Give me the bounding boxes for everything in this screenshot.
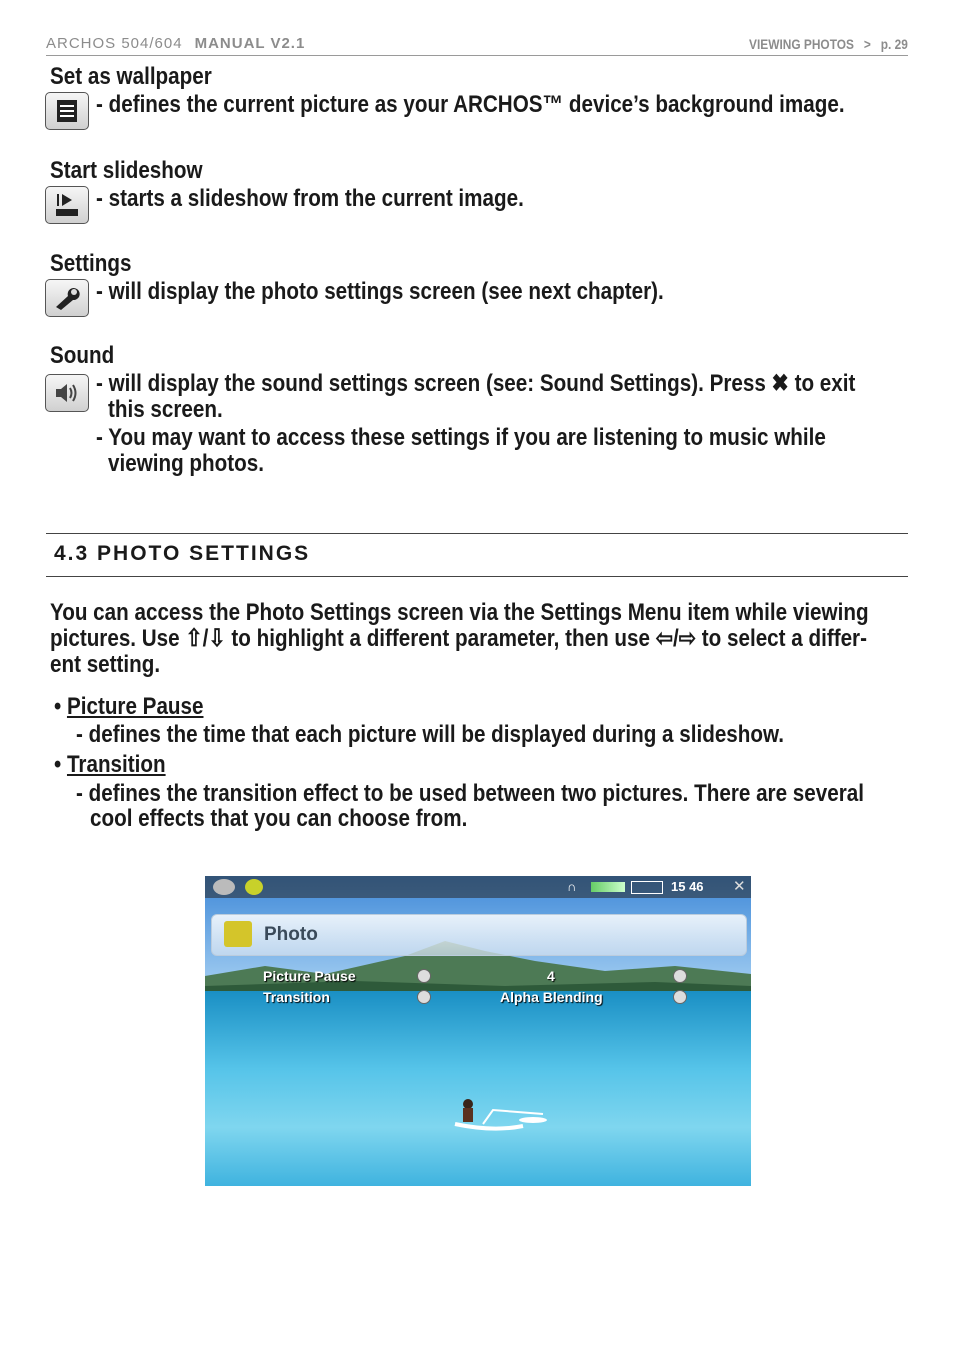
sea-background [205,991,751,1186]
manual-version: MANUAL V2.1 [194,35,306,52]
item-description: - defines the current picture as your ARCHOS™ device’s background image. [96,91,845,118]
item-heading: Set as wallpaper [50,63,212,90]
arrow-left-icon[interactable] [417,969,431,983]
page-number: p. 29 [880,36,908,52]
status-bar [205,876,751,898]
item-description-cont: this screen. [108,396,223,423]
intro-paragraph [50,600,905,678]
clock: 15 46 [671,879,704,894]
speaker-icon [45,374,89,412]
intro-line: You can access the Photo Settings screen via the Settings Menu item while viewing [50,599,869,626]
volume-icon [591,882,625,892]
intro-line: ent setting. [50,651,161,678]
setting-value: Alpha Blending [500,989,603,1005]
item-set-as-wallpaper [50,62,845,118]
menu-title-bar [211,914,747,956]
settings-icon[interactable] [245,879,263,895]
item-description: - starts a slideshow from the current image. [96,185,524,212]
slideshow-icon [45,186,89,224]
bullet-description: - defines the time that each picture will be displayed during a slideshow. [76,721,785,748]
intro-line: pictures. Use ⇧/⇩ to highlight a different parameter, then use ⇦/⇨ to select a differ- [50,625,867,652]
photo-settings-screenshot [205,876,751,1186]
close-icon[interactable]: ✕ [733,878,746,895]
bullet-title: Picture Pause [66,693,204,720]
setting-label[interactable]: Transition [263,989,330,1005]
back-icon[interactable] [213,879,235,895]
breadcrumb [749,36,908,52]
bullet-title: Transition [66,751,166,778]
page-header [46,33,908,56]
bullet-transition: • Transition [54,751,166,778]
item-heading: Start slideshow [50,157,203,184]
battery-icon [631,881,663,894]
photo-icon [224,921,252,947]
arrow-left-icon[interactable] [417,990,431,1004]
item-description: - will display the sound settings screen (see: Sound Settings). Press ✖ to exit [96,370,856,397]
item-settings [50,249,664,305]
bullet-picture-pause: • Picture Pause [54,693,204,720]
item-description: - You may want to access these settings if you are listening to music while [96,424,826,451]
item-start-slideshow [50,156,524,212]
bullet-description-cont: cool effects that you can choose from. [90,805,468,832]
section-title [46,533,908,577]
arrow-right-icon[interactable] [673,969,687,983]
arrow-right-icon[interactable] [673,990,687,1004]
menu-title: Photo [264,924,318,945]
item-heading: Settings [50,250,132,277]
breadcrumb-section: VIEWING PHOTOS [749,36,855,52]
wrench-icon [45,279,89,317]
bullet-description: - defines the transition effect to be used between two pictures. There are several [76,780,864,807]
headphone-icon: ∩ [567,879,577,894]
wallpaper-icon [45,92,89,130]
setting-value: 4 [547,968,555,984]
item-sound [50,341,856,477]
canoe-image [453,1096,553,1136]
item-heading: Sound [50,342,115,369]
setting-label[interactable]: Picture Pause [263,968,356,984]
item-description: - will display the photo settings screen (see next chapter). [96,278,664,305]
section-title-text: 4.3 PHOTO SETTINGS [54,542,311,565]
breadcrumb-separator: > [863,36,871,52]
brand [46,35,305,52]
item-description-cont: viewing photos. [108,450,264,477]
brand-name: ARCHOS 504/604 [46,35,183,52]
